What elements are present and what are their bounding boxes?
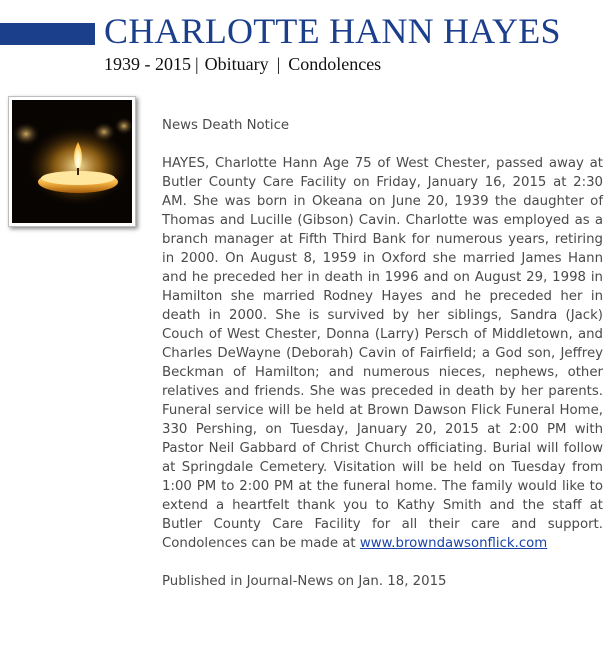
header-accent-bar xyxy=(0,23,95,45)
life-years: 1939 - 2015 xyxy=(104,54,191,74)
obituary-body: HAYES, Charlotte Hann Age 75 of West Chester, passed away at Butler County Care Facility on Friday, January 16, 2015 at 2:30 AM. She was born in Okeana on June 20, 1939 the daughter of Thomas and Lucille (Gibson) Cavin. Charlotte was employed as a branch manager at Fifth Third Bank for numerous years, retiring in 2000. On August 8, 1959 in Oxford she married James Hann and he preceded her in death in 1996 and on August 29, 1998 in Hamilton she married Rodney Hayes and he preceded her in death in 2000. She is survived by her siblings, Sandra (Jack) Couch of West Chester, Donna (Larry) Persch of Middletown, and Charles DeWayne (Deborah) Cavin of Fairfield; a God son, Jeffrey Beckman of Hamilton; and numerous nieces, nephews, other relatives and friends. She was preceded in death by her parents. Funeral service will be held at Brown Dawson Flick Funeral Home, 330 Pershing, on Tuesday, January 20, 2015 at 2:00 PM with Pastor Neil Gabbard of Christ Church officiating. Burial will follow at Springdale Cemetery. Visitation will be held on Tuesday from 1:00 PM to 2:00 PM at the funeral home. The family would like to extend a heartfelt thank you to Kathy Smith and the staff at Butler County Care Facility for all their care and support. Condolences can be made at xyxy=(162,156,603,551)
obituary-text xyxy=(162,154,603,553)
separator: | xyxy=(276,54,281,74)
obituary-tab[interactable]: Obituary xyxy=(204,54,269,74)
obituary-subnav xyxy=(104,53,381,75)
memorial-photo xyxy=(8,96,136,227)
candle-image xyxy=(12,100,132,223)
obituary-content xyxy=(162,116,603,591)
page-title: CHARLOTTE HANN HAYES xyxy=(104,11,561,51)
notice-heading: News Death Notice xyxy=(162,118,290,133)
separator: | xyxy=(195,54,199,74)
condolences-tab[interactable]: Condolences xyxy=(288,54,382,74)
published-note: Published in Journal-News on Jan. 18, 2015 xyxy=(162,574,447,589)
funeral-home-link[interactable]: www.browndawsonflick.com xyxy=(359,536,548,551)
